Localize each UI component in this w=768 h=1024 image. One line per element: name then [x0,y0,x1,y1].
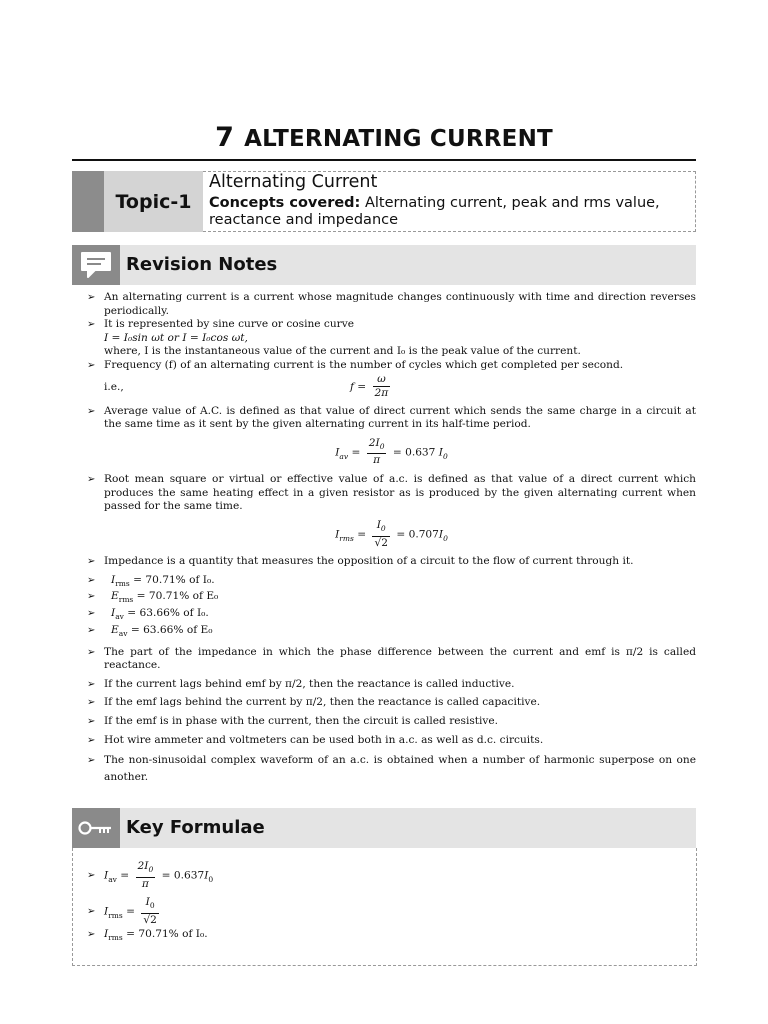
list-item: ➢ $I_{rms} = 70.71\%$ of I₀. [87,928,208,943]
list-item: ➢ Hot wire ammeter and voltmeters can be used both in a.c. as well as d.c. circuits. [87,733,544,746]
arrow-bullet-icon: ➢ [87,405,96,417]
arrow-bullet-icon: ➢ [87,734,96,746]
list-item: ➢ $I_{rms}$ = $\frac{I_0}{√2}$ [87,896,157,926]
concepts-text: Alternating current, peak and rms value, reactance and impedance [209,195,660,228]
arrow-bullet-icon: ➢ [87,624,96,636]
arrow-bullet-icon: ➢ [87,906,96,917]
list-item: ➢ If the emf is in phase with the current, then the circuit is called resistive. [87,714,499,727]
frequency-formula: f = $\frac{\omega}{2\pi}$ [350,372,389,400]
sine-formula: I = I₀sin ωt or I = I₀cos ωt, [104,331,248,344]
arrow-bullet-icon: ➢ [87,929,96,940]
arrow-bullet-icon: ➢ [87,678,96,690]
list-item: ➢ Average value of A.C. is defined as that value of direct current which sends the same charge in a circuit at the same time as it sent by the given alternating current in its half-time period. [87,404,696,431]
arrow-bullet-icon: ➢ [87,292,96,303]
list-item: ➢ $I_{av}$ = $\frac{2I_0}{\pi}$ = $0.637I_0$ [87,860,214,890]
speech-bubble-icon [72,245,120,285]
list-item: ➢ $I_{av} = 63.66\%$ of I₀. [87,607,209,622]
chapter-title: ALTERNATING CURRENT [244,126,553,152]
heading-rule [72,159,696,161]
topic-concepts [209,195,691,229]
revision-notes-header [72,245,696,285]
topic-banner [72,171,696,232]
arrow-bullet-icon: ➢ [87,715,96,727]
rms-formula: $I_{rms}$ = $\frac{I_0}{√2}$ = $0.707I_0$ [335,518,448,549]
list-item: ➢ Root mean square or virtual or effective value of a.c. is defined as that value of a direct current which produces the same heating effect in a given resistor as is produced by the given alternating current when passed for the same time. [87,473,696,513]
list-item: ➢ If the emf lags behind the current by π/2, then the reactance is called capacitive. [87,696,541,709]
revision-notes-list [87,291,696,786]
list-item: ➢ Impedance is a quantity that measures the opposition of a circuit to the flow of current through it. [87,555,634,568]
arrow-bullet-icon: ➢ [87,359,96,371]
arrow-bullet-icon: ➢ [87,646,96,658]
revision-notes-title: Revision Notes [126,254,278,275]
arrow-bullet-icon: ➢ [87,556,96,568]
topic-box [203,171,696,232]
arrow-bullet-icon: ➢ [87,870,96,881]
list-item: ➢ $E_{av} = 63.66\%$ of E₀ [87,623,213,638]
key-formulae-header [72,808,696,848]
topic-label: Topic-1 [104,171,203,232]
topic-bar [72,171,104,232]
ie-label: i.e., [104,380,124,393]
list-item: ➢ The part of the impedance in which the phase difference between the current and emf is π/2 is called reactance. [87,645,696,672]
arrow-bullet-icon: ➢ [87,608,96,620]
list-item: ➢ $E_{rms} = 70.71\%$ of E₀ [87,590,219,605]
frequency-formula-row [87,373,696,403]
arrow-bullet-icon: ➢ [87,591,96,603]
key-formulae-title: Key Formulae [126,817,265,838]
key-formulae-list [87,860,213,945]
list-item: ➢ It is represented by sine curve or cosine curve [87,318,354,331]
list-item: ➢ The non-sinusoidal complex waveform of an a.c. is obtained when a number of harmonic superpose on one another. [87,754,696,784]
topic-title: Alternating Current [209,172,378,192]
where-text: where, I is the instantaneous value of the current and I₀ is the peak value of the current. [104,345,581,358]
average-formula: $I_{av}$ = $\frac{2I_0}{\pi}$ = 0.637 $I_0$ [335,436,448,467]
list-item: ➢ Frequency (f) of an alternating current is the number of cycles which get completed per second. [87,358,624,371]
list-item: ➢ An alternating current is a current whose magnitude changes continuously with time and direction reverses periodically. [87,291,696,317]
chapter-number: 7 [215,122,235,153]
key-icon [72,808,120,848]
arrow-bullet-icon: ➢ [87,697,96,709]
concepts-label: Concepts covered: [209,195,361,211]
arrow-bullet-icon: ➢ [87,755,96,767]
arrow-bullet-icon: ➢ [87,474,96,486]
arrow-bullet-icon: ➢ [87,574,96,586]
arrow-bullet-icon: ➢ [87,319,96,331]
chapter-heading [0,122,768,153]
list-item: ➢ $I_{rms} = 70.71\%$ of I₀. [87,573,215,588]
list-item: ➢ If the current lags behind emf by π/2, then the reactance is called inductive. [87,677,515,690]
